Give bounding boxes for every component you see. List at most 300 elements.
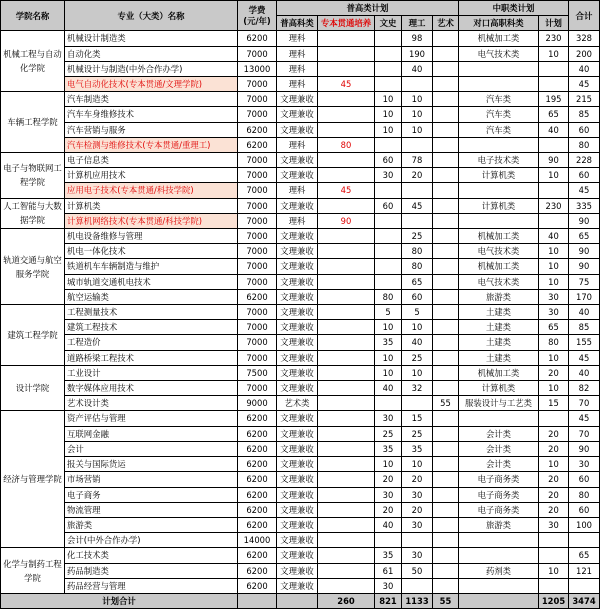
totals-fee-cell — [238, 593, 277, 608]
major-cell: 汽车营销与服务 — [65, 122, 238, 137]
special-program-cell — [318, 153, 375, 168]
special-program-cell — [318, 350, 375, 365]
yi-cell — [433, 350, 459, 365]
table-row — [1, 487, 600, 502]
vocational-plan-cell: 20 — [539, 502, 569, 517]
yi-cell — [433, 517, 459, 532]
vocational-major-cell: 会计类 — [459, 426, 539, 441]
major-cell: 电气自动化技术(专本贯通/文理学院) — [65, 77, 238, 92]
general-major-cell: 文理兼收 — [277, 107, 318, 122]
yi-cell — [433, 502, 459, 517]
total-cell: 60 — [569, 502, 600, 517]
wen-cell: 10 — [375, 350, 402, 365]
wen-cell: 40 — [375, 381, 402, 396]
li-cell: 20 — [402, 472, 433, 487]
wen-cell: 25 — [375, 426, 402, 441]
vocational-major-cell: 汽车类 — [459, 92, 539, 107]
li-cell: 15 — [402, 411, 433, 426]
major-cell: 汽车制造类 — [65, 92, 238, 107]
totals-li: 1133 — [402, 593, 433, 608]
vocational-plan-cell: 230 — [539, 31, 569, 46]
fee-cell: 6200 — [238, 411, 277, 426]
fee-cell: 7000 — [238, 153, 277, 168]
yi-cell — [433, 92, 459, 107]
fee-cell: 7000 — [238, 381, 277, 396]
table-row — [1, 457, 600, 472]
general-major-cell: 文理兼收 — [277, 517, 318, 532]
major-cell: 汽车车身维修技术 — [65, 107, 238, 122]
major-cell: 应用电子技术(专本贯通/科技学院) — [65, 183, 238, 198]
table-row — [1, 441, 600, 456]
vocational-plan-cell: 20 — [539, 487, 569, 502]
special-program-cell — [318, 517, 375, 532]
school-name-cell: 车辆工程学院 — [1, 92, 65, 153]
special-program-cell — [318, 289, 375, 304]
table-row — [1, 61, 600, 76]
general-major-cell: 文理兼收 — [277, 457, 318, 472]
general-major-cell: 文理兼收 — [277, 289, 318, 304]
special-program-cell — [318, 411, 375, 426]
table-row — [1, 77, 600, 92]
fee-cell: 7000 — [238, 259, 277, 274]
fee-cell: 7000 — [238, 198, 277, 213]
yi-cell — [433, 365, 459, 380]
vocational-plan-cell — [539, 578, 569, 593]
total-cell — [569, 533, 600, 548]
yi-cell — [433, 487, 459, 502]
table-row — [1, 578, 600, 593]
total-cell: 82 — [569, 381, 600, 396]
major-cell: 计算机网络技术(专本贯通/科技学院) — [65, 213, 238, 228]
general-major-cell: 文理兼收 — [277, 198, 318, 213]
header-vocational-major: 对口高职科类 — [459, 16, 539, 31]
vocational-major-cell — [459, 548, 539, 563]
vocational-major-cell: 电子商务类 — [459, 502, 539, 517]
general-major-cell: 理科 — [277, 183, 318, 198]
li-cell: 10 — [402, 365, 433, 380]
general-major-cell: 文理兼收 — [277, 229, 318, 244]
vocational-plan-cell: 10 — [539, 381, 569, 396]
total-cell: 40 — [569, 61, 600, 76]
table-row — [1, 244, 600, 259]
table-row — [1, 396, 600, 411]
general-major-cell: 文理兼收 — [277, 335, 318, 350]
fee-cell: 7000 — [238, 244, 277, 259]
vocational-major-cell: 电气技术类 — [459, 274, 539, 289]
table-row — [1, 533, 600, 548]
vocational-plan-cell: 20 — [539, 441, 569, 456]
special-program-cell — [318, 229, 375, 244]
special-program-cell — [318, 122, 375, 137]
header-special-program: 专本贯通培养 — [318, 16, 375, 31]
special-program-cell — [318, 548, 375, 563]
school-name-cell: 经济与管理学院 — [1, 411, 65, 548]
li-cell: 30 — [402, 517, 433, 532]
vocational-major-cell: 电气技术类 — [459, 46, 539, 61]
fee-cell: 7000 — [238, 350, 277, 365]
li-cell: 20 — [402, 168, 433, 183]
vocational-plan-cell: 65 — [539, 107, 569, 122]
total-cell: 45 — [569, 183, 600, 198]
yi-cell — [433, 107, 459, 122]
wen-cell: 30 — [375, 168, 402, 183]
li-cell: 25 — [402, 426, 433, 441]
fee-cell: 6200 — [238, 289, 277, 304]
general-major-cell: 文理兼收 — [277, 548, 318, 563]
table-row — [1, 350, 600, 365]
vocational-major-cell: 计算机类 — [459, 198, 539, 213]
header-general-plan: 普高类计划 — [277, 1, 459, 16]
totals-row — [1, 593, 600, 608]
vocational-plan-cell: 20 — [539, 426, 569, 441]
special-program-cell — [318, 274, 375, 289]
table-row — [1, 168, 600, 183]
fee-cell: 7000 — [238, 335, 277, 350]
vocational-plan-cell: 80 — [539, 335, 569, 350]
table-row — [1, 563, 600, 578]
li-cell: 5 — [402, 305, 433, 320]
vocational-plan-cell: 30 — [539, 289, 569, 304]
header-plan: 计划 — [539, 16, 569, 31]
wen-cell — [375, 533, 402, 548]
vocational-plan-cell: 10 — [539, 46, 569, 61]
major-cell: 铁道机车车辆制造与维护 — [65, 259, 238, 274]
totals-yi: 55 — [433, 593, 459, 608]
fee-cell: 6200 — [238, 426, 277, 441]
fee-cell: 6200 — [238, 517, 277, 532]
li-cell: 10 — [402, 457, 433, 472]
fee-cell: 13000 — [238, 61, 277, 76]
li-cell: 50 — [402, 563, 433, 578]
special-program-cell — [318, 457, 375, 472]
total-cell: 65 — [569, 548, 600, 563]
header-total: 合计 — [569, 1, 600, 31]
wen-cell — [375, 213, 402, 228]
vocational-plan-cell: 40 — [539, 122, 569, 137]
total-cell: 228 — [569, 153, 600, 168]
general-major-cell: 理科 — [277, 61, 318, 76]
table-row — [1, 92, 600, 107]
major-cell: 市场营销 — [65, 472, 238, 487]
vocational-plan-cell: 10 — [539, 563, 569, 578]
li-cell: 80 — [402, 259, 433, 274]
header-major: 专业（大类）名称 — [65, 1, 238, 31]
major-cell: 工程测量技术 — [65, 305, 238, 320]
vocational-plan-cell: 10 — [539, 457, 569, 472]
li-cell: 30 — [402, 487, 433, 502]
totals-special: 260 — [318, 593, 375, 608]
vocational-plan-cell: 10 — [539, 274, 569, 289]
wen-cell: 35 — [375, 441, 402, 456]
fee-cell: 7000 — [238, 168, 277, 183]
major-cell: 旅游类 — [65, 517, 238, 532]
table-body — [1, 31, 600, 594]
special-program-cell — [318, 305, 375, 320]
table-row — [1, 229, 600, 244]
vocational-major-cell: 机械加工类 — [459, 229, 539, 244]
general-major-cell: 文理兼收 — [277, 92, 318, 107]
header-yi: 艺术 — [433, 16, 459, 31]
total-cell: 60 — [569, 122, 600, 137]
general-major-cell: 文理兼收 — [277, 122, 318, 137]
major-cell: 城市轨道交通机电技术 — [65, 274, 238, 289]
major-cell: 电子信息类 — [65, 153, 238, 168]
vocational-plan-cell: 230 — [539, 198, 569, 213]
special-program-cell — [318, 92, 375, 107]
yi-cell — [433, 137, 459, 152]
vocational-major-cell: 电子商务类 — [459, 487, 539, 502]
fee-cell: 7000 — [238, 229, 277, 244]
wen-cell — [375, 77, 402, 92]
table-row — [1, 289, 600, 304]
major-cell: 计算机应用技术 — [65, 168, 238, 183]
li-cell: 78 — [402, 153, 433, 168]
header-li: 理工 — [402, 16, 433, 31]
header-vocational-plan: 中职类计划 — [459, 1, 569, 16]
table-row — [1, 46, 600, 61]
wen-cell: 10 — [375, 92, 402, 107]
fee-cell: 14000 — [238, 533, 277, 548]
wen-cell — [375, 396, 402, 411]
major-cell: 电子商务 — [65, 487, 238, 502]
wen-cell: 61 — [375, 563, 402, 578]
total-cell: 40 — [569, 305, 600, 320]
li-cell: 65 — [402, 274, 433, 289]
fee-cell: 7000 — [238, 107, 277, 122]
total-cell: 100 — [569, 517, 600, 532]
fee-cell: 6200 — [238, 457, 277, 472]
special-program-cell — [318, 381, 375, 396]
wen-cell — [375, 46, 402, 61]
table-row — [1, 381, 600, 396]
fee-cell: 6200 — [238, 563, 277, 578]
li-cell: 45 — [402, 198, 433, 213]
yi-cell — [433, 259, 459, 274]
major-cell: 机械设计与制造(中外合作办学) — [65, 61, 238, 76]
li-cell — [402, 213, 433, 228]
fee-cell: 6200 — [238, 548, 277, 563]
yi-cell — [433, 411, 459, 426]
vocational-major-cell: 机械加工类 — [459, 31, 539, 46]
general-major-cell: 文理兼收 — [277, 350, 318, 365]
li-cell: 10 — [402, 92, 433, 107]
li-cell: 190 — [402, 46, 433, 61]
major-cell: 会计 — [65, 441, 238, 456]
fee-cell: 6200 — [238, 137, 277, 152]
li-cell — [402, 533, 433, 548]
yi-cell — [433, 31, 459, 46]
wen-cell — [375, 244, 402, 259]
total-cell: 170 — [569, 289, 600, 304]
wen-cell — [375, 61, 402, 76]
li-cell: 32 — [402, 381, 433, 396]
special-program-cell — [318, 502, 375, 517]
wen-cell: 80 — [375, 289, 402, 304]
general-major-cell: 艺术类 — [277, 396, 318, 411]
yi-cell — [433, 381, 459, 396]
yi-cell — [433, 274, 459, 289]
major-cell: 物流管理 — [65, 502, 238, 517]
fee-cell: 7000 — [238, 77, 277, 92]
major-cell: 化工技术类 — [65, 548, 238, 563]
yi-cell — [433, 533, 459, 548]
major-cell: 药品制造类 — [65, 563, 238, 578]
table-row — [1, 305, 600, 320]
special-program-cell — [318, 107, 375, 122]
yi-cell — [433, 335, 459, 350]
header-general-major: 普高科类 — [277, 16, 318, 31]
general-major-cell: 文理兼收 — [277, 381, 318, 396]
vocational-major-cell: 计算机类 — [459, 168, 539, 183]
totals-total: 3474 — [569, 593, 600, 608]
li-cell: 25 — [402, 229, 433, 244]
general-major-cell: 文理兼收 — [277, 168, 318, 183]
major-cell: 互联网金融 — [65, 426, 238, 441]
vocational-major-cell — [459, 213, 539, 228]
general-major-cell: 文理兼收 — [277, 487, 318, 502]
table-footer — [1, 593, 600, 608]
special-program-cell — [318, 426, 375, 441]
major-cell: 道路桥梁工程技术 — [65, 350, 238, 365]
yi-cell — [433, 122, 459, 137]
major-cell: 会计(中外合作办学) — [65, 533, 238, 548]
special-program-cell — [318, 563, 375, 578]
special-program-cell — [318, 320, 375, 335]
total-cell: 328 — [569, 31, 600, 46]
major-cell: 机械设计制造类 — [65, 31, 238, 46]
total-cell: 70 — [569, 396, 600, 411]
school-name-cell: 化学与制药工程学院 — [1, 548, 65, 594]
header-row-1 — [1, 1, 600, 16]
li-cell: 10 — [402, 107, 433, 122]
vocational-major-cell: 旅游类 — [459, 289, 539, 304]
fee-cell: 9000 — [238, 396, 277, 411]
vocational-major-cell: 电气技术类 — [459, 244, 539, 259]
fee-cell: 6200 — [238, 502, 277, 517]
vocational-plan-cell: 10 — [539, 350, 569, 365]
vocational-plan-cell: 30 — [539, 305, 569, 320]
vocational-major-cell: 旅游类 — [459, 517, 539, 532]
yi-cell — [433, 244, 459, 259]
vocational-plan-cell: 10 — [539, 244, 569, 259]
school-name-cell: 电子与物联网工程学院 — [1, 153, 65, 199]
special-program-cell — [318, 365, 375, 380]
total-cell: 90 — [569, 244, 600, 259]
school-name-cell: 人工智能与大数据学院 — [1, 198, 65, 228]
fee-cell: 6200 — [238, 441, 277, 456]
special-program-cell — [318, 441, 375, 456]
yi-cell — [433, 46, 459, 61]
major-cell: 机电一体化技术 — [65, 244, 238, 259]
wen-cell: 35 — [375, 335, 402, 350]
major-cell: 艺术设计类 — [65, 396, 238, 411]
wen-cell: 60 — [375, 198, 402, 213]
general-major-cell: 理科 — [277, 213, 318, 228]
vocational-major-cell — [459, 137, 539, 152]
vocational-plan-cell: 40 — [539, 229, 569, 244]
table-row — [1, 502, 600, 517]
total-cell: 335 — [569, 198, 600, 213]
vocational-plan-cell — [539, 77, 569, 92]
li-cell — [402, 137, 433, 152]
general-major-cell: 文理兼收 — [277, 365, 318, 380]
table-row — [1, 137, 600, 152]
vocational-plan-cell — [539, 548, 569, 563]
header-school: 学院名称 — [1, 1, 65, 31]
vocational-major-cell: 计算机类 — [459, 381, 539, 396]
special-program-cell — [318, 578, 375, 593]
wen-cell: 5 — [375, 305, 402, 320]
yi-cell — [433, 578, 459, 593]
total-cell: 60 — [569, 168, 600, 183]
yi-cell — [433, 320, 459, 335]
table-row — [1, 31, 600, 46]
total-cell: 200 — [569, 46, 600, 61]
wen-cell — [375, 137, 402, 152]
li-cell: 10 — [402, 320, 433, 335]
li-cell: 25 — [402, 350, 433, 365]
li-cell: 40 — [402, 61, 433, 76]
special-program-cell: 45 — [318, 183, 375, 198]
wen-cell: 10 — [375, 122, 402, 137]
fee-cell: 6200 — [238, 487, 277, 502]
vocational-plan-cell: 15 — [539, 396, 569, 411]
special-program-cell: 90 — [318, 213, 375, 228]
yi-cell — [433, 168, 459, 183]
table-row — [1, 107, 600, 122]
major-cell: 机电设备维修与管理 — [65, 229, 238, 244]
special-program-cell — [318, 487, 375, 502]
total-cell: 155 — [569, 335, 600, 350]
fee-cell: 6200 — [238, 472, 277, 487]
general-major-cell: 理科 — [277, 77, 318, 92]
vocational-major-cell: 电子技术类 — [459, 153, 539, 168]
table-header — [1, 1, 600, 31]
total-cell: 85 — [569, 107, 600, 122]
general-major-cell: 文理兼收 — [277, 320, 318, 335]
vocational-plan-cell — [539, 61, 569, 76]
general-major-cell: 文理兼收 — [277, 305, 318, 320]
yi-cell — [433, 548, 459, 563]
total-cell: 90 — [569, 441, 600, 456]
table-row — [1, 472, 600, 487]
table-row — [1, 274, 600, 289]
wen-cell — [375, 229, 402, 244]
vocational-major-cell: 土建类 — [459, 350, 539, 365]
general-major-cell: 文理兼收 — [277, 533, 318, 548]
special-program-cell — [318, 168, 375, 183]
table-row — [1, 411, 600, 426]
total-cell: 65 — [569, 229, 600, 244]
major-cell: 资产评估与管理 — [65, 411, 238, 426]
fee-cell: 6200 — [238, 122, 277, 137]
wen-cell — [375, 183, 402, 198]
total-cell: 75 — [569, 274, 600, 289]
total-cell: 30 — [569, 457, 600, 472]
vocational-plan-cell — [539, 411, 569, 426]
vocational-major-cell — [459, 578, 539, 593]
special-program-cell: 45 — [318, 77, 375, 92]
vocational-plan-cell: 20 — [539, 365, 569, 380]
special-program-cell — [318, 396, 375, 411]
vocational-major-cell: 土建类 — [459, 305, 539, 320]
general-major-cell: 文理兼收 — [277, 502, 318, 517]
vocational-major-cell: 会计类 — [459, 457, 539, 472]
header-fee: 学费 (元/年) — [238, 1, 277, 31]
school-name-cell: 轨道交通与航空服务学院 — [1, 229, 65, 305]
vocational-major-cell: 汽车类 — [459, 122, 539, 137]
major-cell: 建筑工程技术 — [65, 320, 238, 335]
